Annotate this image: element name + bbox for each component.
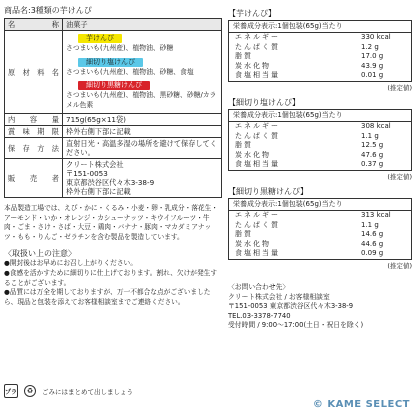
- spec-row-value: 直射日光・高温多湿の場所を避けて保存してください。: [63, 138, 222, 159]
- nutrition-row: [229, 43, 411, 53]
- nutrition-row: [229, 211, 411, 221]
- nutrient-name: 脂質: [235, 230, 253, 239]
- nutrient-name: 炭水化物: [235, 239, 271, 248]
- nutrient-value: 1.2 g: [361, 42, 379, 51]
- spec-header-row: [5, 19, 222, 31]
- nutrient-name: 炭水化物: [235, 61, 271, 70]
- spec-row-value: クリート株式会社 〒151-0053 東京都渋谷区代々木3-38-9 枠外右側下部に記載: [63, 159, 222, 198]
- contact-line: TEL.03-3378-7740: [228, 311, 291, 320]
- nutrition-row: [229, 141, 411, 151]
- ingredients-label: 原材料名: [5, 31, 63, 114]
- nutrition-row: [229, 221, 411, 231]
- variety-3: [66, 79, 218, 112]
- spec-row: [5, 138, 222, 159]
- handling-note: ●食感を活かすために細切りに仕上げております。割れ、欠けが発生することがございます。: [4, 268, 218, 287]
- nutrient-name: 脂質: [235, 141, 253, 150]
- nutrient-name: 食塩相当量: [235, 71, 280, 80]
- nutrient-name: エネルギー: [235, 33, 280, 41]
- spec-row-key: 内容量: [5, 114, 63, 126]
- plastic-recycle-icon: プラ: [4, 384, 18, 398]
- nutrient-value: 14.6 g: [361, 230, 384, 239]
- nutrition-table-1: [228, 20, 412, 82]
- spec-row: [5, 114, 222, 126]
- spec-row: [5, 159, 222, 198]
- left-column: [4, 6, 222, 307]
- nutrient-name: 食塩相当量: [235, 249, 280, 258]
- nutrition-row: [229, 240, 411, 250]
- ingredients-row: [5, 31, 222, 114]
- allergen-note: 本品製造工場では、えび・かに・くるみ・小麦・卵・乳成分・落花生・アーモンド・いか・オレンジ・カシューナッツ・キウイフルーツ・牛肉・ごま・さけ・さば・大豆・鶏肉・バナナ・豚肉・マカダミアナッツ・もも・りんご・ゼラチンを含む製品を製造しています。: [4, 204, 218, 241]
- variety-text-3: さつまいも(九州産)、植物油、黒砂糖、砂糖/カラメル色素: [66, 91, 217, 109]
- handling-note: ●品質には万全を期しておりますが、万一不都合な点がございましたら、現品と包装を添えてお客様相談室までご連絡ください。: [4, 288, 211, 306]
- footer-icons: [4, 384, 133, 398]
- estimate-note: (推定値): [387, 83, 412, 92]
- spec-row-key: 保存方法: [5, 138, 63, 159]
- ingredients-cell: [63, 31, 222, 114]
- nutrition-head: 栄養成分表示:1個包装(65g)当たり: [229, 199, 411, 211]
- nutrient-name: たんぱく質: [235, 42, 280, 51]
- nutrient-value: 1.1 g: [361, 131, 379, 140]
- nutrient-value: 0.09 g: [361, 249, 384, 258]
- nutrition-head: 栄養成分表示:1個包装(65g)当たり: [229, 110, 411, 122]
- handling-title: 〈取扱い上の注意〉: [4, 249, 76, 259]
- nutrition-row: [229, 52, 411, 62]
- handling-note: ●開封後はお早めにお召し上がりください。: [4, 259, 137, 268]
- spec-table: [4, 18, 222, 198]
- nutrient-value: 308 kcal: [361, 121, 391, 130]
- nutrition-row: [229, 151, 411, 161]
- variety-tag-1: 芋けんぴ: [78, 34, 122, 43]
- spec-row: [5, 126, 222, 138]
- contact-line: 受付時間 / 9:00〜17:00(土日・祝日を除く): [228, 321, 364, 330]
- contact-line: 〒151-0053 東京都渋谷区代々木3-38-9: [228, 302, 354, 311]
- nutrition-row: [229, 122, 411, 132]
- spec-row-value: 枠外右側下部に記載: [63, 126, 222, 138]
- variety-2: [66, 56, 218, 80]
- nutrition-row: [229, 160, 411, 170]
- footer-note: ごみにはまとめて出しましょう: [42, 387, 133, 396]
- contact-title: 〈お問い合わせ先〉: [228, 282, 290, 291]
- estimate-note: (推定値): [387, 172, 412, 181]
- nutrition-row: [229, 71, 411, 81]
- nutrient-value: 47.6 g: [361, 150, 384, 159]
- nutrient-value: 313 kcal: [361, 210, 391, 219]
- nutrient-value: 0.01 g: [361, 71, 384, 80]
- nutrient-name: エネルギー: [235, 121, 280, 130]
- nutrient-value: 12.5 g: [361, 141, 384, 150]
- nutrition-row: [229, 230, 411, 240]
- contact-block: [228, 283, 412, 331]
- variety-text-1: さつまいも(九州産)、植物油、砂糖: [66, 44, 174, 52]
- nutrient-value: 0.37 g: [361, 160, 384, 169]
- nutrition-row: [229, 249, 411, 259]
- variety-1: [66, 32, 218, 56]
- nutrition-row: [229, 33, 411, 43]
- nutrient-value: 44.6 g: [361, 239, 384, 248]
- nutrient-name: エネルギー: [235, 210, 280, 219]
- nutrient-name: 炭水化物: [235, 150, 271, 159]
- nutrient-name: たんぱく質: [235, 131, 280, 140]
- watermark: © KAME SELECT: [312, 399, 410, 410]
- nutrient-name: 脂質: [235, 52, 253, 61]
- variety-tag-2: 細切り塩けんぴ: [78, 58, 143, 67]
- nutrition-row: [229, 62, 411, 72]
- trash-icon: ♻: [24, 385, 36, 397]
- nutrient-value: 17.0 g: [361, 52, 384, 61]
- nutrient-value: 1.1 g: [361, 220, 379, 229]
- nutrition-title-2: 【細切り塩けんぴ】: [228, 97, 300, 107]
- nutrient-value: 330 kcal: [361, 33, 391, 41]
- variety-tag-3: 細切り黒糖けんぴ: [78, 81, 150, 90]
- variety-text-2: さつまいも(九州産)、植物油、砂糖、食塩: [66, 67, 194, 76]
- nutrition-table-3: [228, 198, 412, 260]
- product-name: 商品名:3種類の芋けんぴ: [4, 6, 92, 15]
- nutrition-row: [229, 132, 411, 142]
- spec-row-key: 販売者: [5, 159, 63, 198]
- nutrition-head: 栄養成分表示:1個包装(65g)当たり: [229, 21, 411, 33]
- spec-row-value: 715g(65g×11袋): [63, 114, 222, 126]
- nutrition-title-1: 【芋けんぴ】: [228, 9, 276, 18]
- contact-line: クリート株式会社 / お客様相談室: [228, 292, 330, 301]
- nutrient-name: たんぱく質: [235, 220, 280, 229]
- nutrient-value: 43.9 g: [361, 61, 384, 70]
- estimate-note: (推定値): [387, 261, 412, 270]
- spec-row-key: 賞味期限: [5, 126, 63, 138]
- spec-header-key: 名 称: [5, 19, 63, 31]
- nutrition-title-3: 【細切り黒糖けんぴ】: [228, 186, 308, 196]
- right-column: [228, 8, 412, 331]
- nutrient-name: 食塩相当量: [235, 160, 280, 169]
- nutrition-table-2: [228, 109, 412, 171]
- spec-header-value: 油菓子: [63, 19, 222, 31]
